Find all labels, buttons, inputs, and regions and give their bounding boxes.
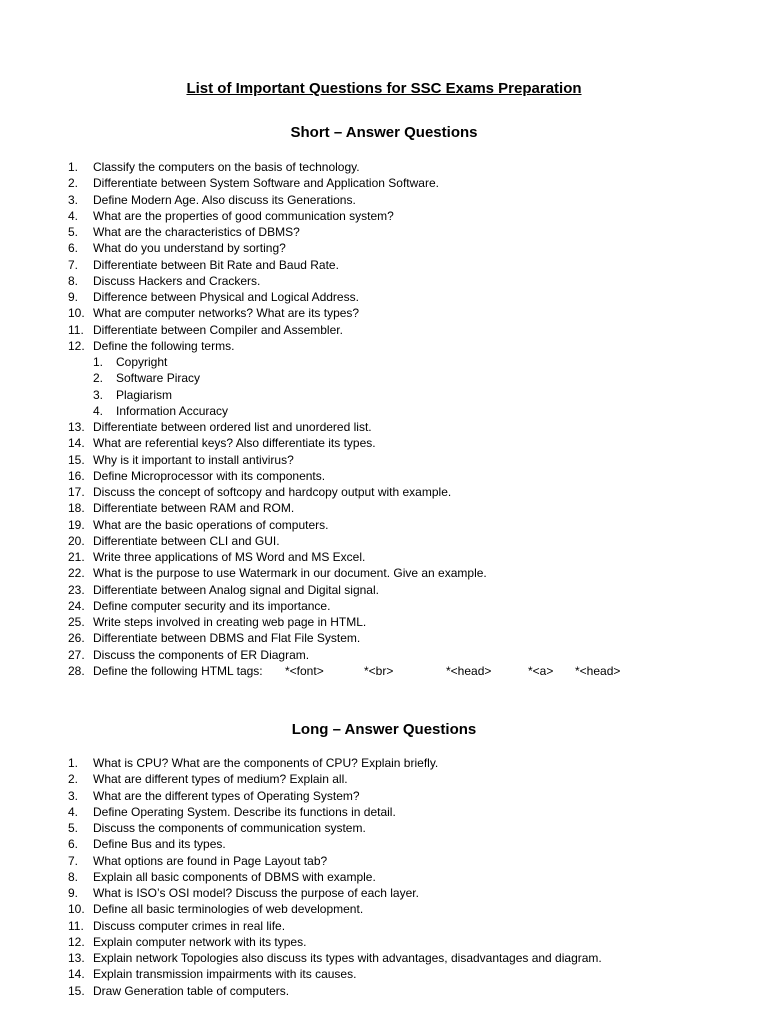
item-text: Classify the computers on the basis of technology. xyxy=(93,160,360,174)
list-item xyxy=(0,885,700,901)
item-text: What are the basic operations of computers. xyxy=(93,517,329,532)
item-number: 28. xyxy=(68,663,85,678)
item-number: 19. xyxy=(68,517,85,532)
item-text: What are the properties of good communication system? xyxy=(93,208,394,223)
item-number: 1. xyxy=(68,160,79,174)
item-text: Explain all basic components of DBMS with example. xyxy=(93,869,376,884)
item-number: 27. xyxy=(68,647,85,662)
item-number: 7. xyxy=(68,853,79,868)
item-text: Explain network Topologies also discuss its types with advantages, disadvantages and diagram. xyxy=(93,951,602,965)
item-text: Define Bus and its types. xyxy=(93,837,226,852)
list-item xyxy=(0,500,700,516)
item-number: 11. xyxy=(68,918,84,933)
item-text: Define the following HTML tags: xyxy=(93,663,263,678)
item-number: 9. xyxy=(68,886,79,900)
list-item xyxy=(0,788,700,804)
item-number: 1. xyxy=(93,355,104,369)
item-text: Differentiate between RAM and ROM. xyxy=(93,501,295,516)
item-text: What is ISO’s OSI model? Discuss the purpose of each layer. xyxy=(93,886,419,900)
item-text: Plagiarism xyxy=(116,387,173,402)
item-text: Define all basic terminologies of web development. xyxy=(93,902,364,917)
list-item xyxy=(0,869,700,885)
list-item xyxy=(0,918,700,934)
item-number: 2. xyxy=(68,176,79,191)
list-item xyxy=(0,419,700,435)
list-item xyxy=(0,289,700,305)
item-text: What options are found in Page Layout tab? xyxy=(93,853,328,868)
item-number: 18. xyxy=(68,501,85,516)
list-item xyxy=(0,565,700,581)
list-item xyxy=(0,582,700,598)
short-answer-heading: Short – Answer Questions xyxy=(290,124,478,141)
html-tag: *<font> xyxy=(285,663,324,678)
list-item xyxy=(0,435,700,451)
list-item xyxy=(0,614,700,630)
item-number: 14. xyxy=(68,967,85,982)
item-number: 2. xyxy=(93,371,104,386)
item-number: 6. xyxy=(68,837,79,852)
item-text: What are referential keys? Also differentiate its types. xyxy=(93,436,376,451)
list-item xyxy=(0,663,700,679)
item-text: Discuss the components of ER Diagram. xyxy=(93,647,310,662)
item-text: Define the following terms. xyxy=(93,338,235,353)
item-text: Difference between Physical and Logical Address. xyxy=(93,290,359,304)
long-answer-list xyxy=(0,755,700,999)
item-number: 7. xyxy=(68,257,79,272)
item-number: 10. xyxy=(68,902,85,917)
list-item xyxy=(0,224,700,240)
sub-list-item xyxy=(0,354,700,370)
list-item xyxy=(0,240,700,256)
item-text: Differentiate between CLI and GUI. xyxy=(93,533,280,548)
sub-list-item xyxy=(0,387,700,403)
html-tag: *<br> xyxy=(364,663,394,678)
list-item xyxy=(0,208,700,224)
list-item xyxy=(0,755,700,771)
html-tag: *<head> xyxy=(446,663,492,678)
item-number: 5. xyxy=(68,821,79,835)
list-item xyxy=(0,853,700,869)
item-text: Differentiate between Bit Rate and Baud Rate. xyxy=(93,257,339,272)
item-number: 8. xyxy=(68,273,79,288)
item-text: What is CPU? What are the components of CPU? Explain briefly. xyxy=(93,756,439,770)
list-item xyxy=(0,934,700,950)
item-text: Discuss the concept of softcopy and hardcopy output with example. xyxy=(93,485,452,499)
item-number: 8. xyxy=(68,869,79,884)
item-text: Draw Generation table of computers. xyxy=(93,983,290,998)
item-text: Differentiate between System Software and Application Software. xyxy=(93,176,439,191)
item-text: Discuss the components of communication system. xyxy=(93,821,366,835)
item-number: 14. xyxy=(68,436,85,451)
item-text: What do you understand by sorting? xyxy=(93,241,286,256)
item-text: Define Operating System. Describe its functions in detail. xyxy=(93,804,396,819)
long-answer-heading: Long – Answer Questions xyxy=(291,721,477,738)
item-text: Define computer security and its importance. xyxy=(93,598,331,613)
list-item xyxy=(0,452,700,468)
list-item xyxy=(0,549,700,565)
list-item xyxy=(0,305,700,321)
item-number: 9. xyxy=(68,290,79,304)
list-item xyxy=(0,192,700,208)
item-text: Define Microprocessor with its components. xyxy=(93,468,326,483)
list-item xyxy=(0,647,700,663)
list-item xyxy=(0,257,700,273)
list-item xyxy=(0,901,700,917)
list-item xyxy=(0,804,700,820)
item-text: Discuss Hackers and Crackers. xyxy=(93,273,261,288)
item-number: 4. xyxy=(93,403,104,418)
item-number: 15. xyxy=(68,983,85,998)
list-item xyxy=(0,338,700,354)
item-text: Differentiate between ordered list and unordered list. xyxy=(93,420,372,434)
list-item xyxy=(0,273,700,289)
item-text: Copyright xyxy=(116,355,168,369)
item-text: What is the purpose to use Watermark in our document. Give an example. xyxy=(93,566,487,581)
item-number: 3. xyxy=(68,192,79,207)
list-item xyxy=(0,322,700,338)
list-item xyxy=(0,159,700,175)
html-tag: *<head> xyxy=(575,663,621,678)
list-item xyxy=(0,468,700,484)
list-item xyxy=(0,598,700,614)
item-number: 4. xyxy=(68,804,79,819)
item-text: What are the different types of Operating System? xyxy=(93,788,360,803)
item-text: What are different types of medium? Explain all. xyxy=(93,772,348,787)
item-text: Explain transmission impairments with its causes. xyxy=(93,967,357,982)
item-text: Why is it important to install antivirus? xyxy=(93,452,294,467)
item-text: Define Modern Age. Also discuss its Generations. xyxy=(93,192,356,207)
item-number: 13. xyxy=(68,951,85,965)
item-number: 3. xyxy=(68,788,79,803)
item-number: 11. xyxy=(68,322,84,337)
item-number: 25. xyxy=(68,615,85,629)
list-item xyxy=(0,533,700,549)
item-number: 15. xyxy=(68,452,85,467)
item-number: 2. xyxy=(68,772,79,787)
item-number: 24. xyxy=(68,598,85,613)
item-number: 17. xyxy=(68,485,85,499)
sub-list-item xyxy=(0,370,700,386)
page-title: List of Important Questions for SSC Exams Preparation xyxy=(186,80,582,97)
item-text: Differentiate between Compiler and Assembler. xyxy=(93,322,343,337)
item-text: Discuss computer crimes in real life. xyxy=(93,918,286,933)
item-number: 3. xyxy=(93,387,104,402)
html-tag: *<a> xyxy=(528,663,554,678)
list-item xyxy=(0,950,700,966)
item-text: Software Piracy xyxy=(116,371,201,386)
item-number: 21. xyxy=(68,550,85,564)
list-item xyxy=(0,630,700,646)
item-number: 6. xyxy=(68,241,79,256)
item-text: Differentiate between Analog signal and Digital signal. xyxy=(93,582,379,597)
list-item xyxy=(0,175,700,191)
list-item xyxy=(0,771,700,787)
item-number: 1. xyxy=(68,756,79,770)
item-text: Write steps involved in creating web page in HTML. xyxy=(93,615,367,629)
item-text: Explain computer network with its types. xyxy=(93,934,307,949)
item-text: Differentiate between DBMS and Flat File System. xyxy=(93,631,361,646)
item-number: 22. xyxy=(68,566,85,581)
item-number: 12. xyxy=(68,338,85,353)
item-text: Write three applications of MS Word and MS Excel. xyxy=(93,550,366,564)
item-number: 4. xyxy=(68,208,79,223)
item-number: 26. xyxy=(68,631,85,646)
list-item xyxy=(0,983,700,999)
short-answer-list xyxy=(0,159,700,679)
list-item xyxy=(0,484,700,500)
item-number: 5. xyxy=(68,225,79,239)
list-item xyxy=(0,517,700,533)
item-number: 16. xyxy=(68,468,85,483)
list-item xyxy=(0,966,700,982)
list-item xyxy=(0,820,700,836)
item-number: 20. xyxy=(68,533,85,548)
item-number: 12. xyxy=(68,934,85,949)
list-item xyxy=(0,836,700,852)
item-text: What are computer networks? What are its types? xyxy=(93,306,360,321)
item-number: 10. xyxy=(68,306,85,321)
item-text: Information Accuracy xyxy=(116,403,229,418)
item-number: 13. xyxy=(68,420,85,434)
item-text: What are the characteristics of DBMS? xyxy=(93,225,300,239)
item-number: 23. xyxy=(68,582,85,597)
sub-list-item xyxy=(0,403,700,419)
